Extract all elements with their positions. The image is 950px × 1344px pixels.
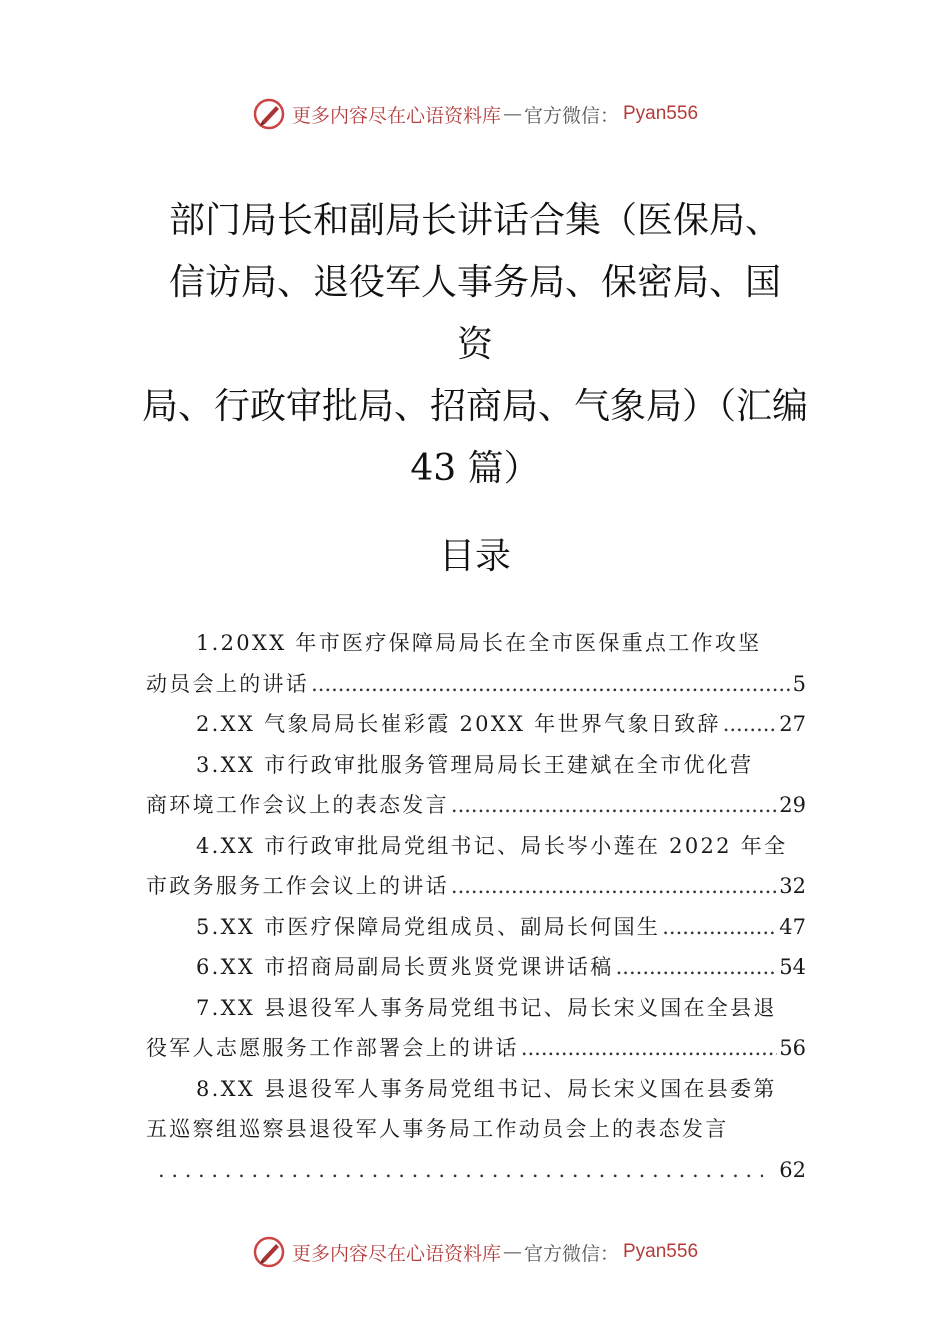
toc-entry-text: 役军人志愿服务工作部署会上的讲话 bbox=[146, 1036, 519, 1060]
toc-leader-dots bbox=[451, 785, 777, 826]
toc-entry-3[interactable] bbox=[146, 745, 806, 786]
title-line: 局、行政审批局、招商局、气象局）（汇编 bbox=[141, 386, 808, 427]
title-line: 43 篇） bbox=[410, 448, 540, 489]
toc-page-number: 5 bbox=[792, 671, 806, 696]
watermark-header bbox=[0, 94, 950, 134]
toc-entry-text: 市政务服务工作会议上的讲话 bbox=[146, 874, 449, 898]
toc-page-number: 56 bbox=[779, 1036, 806, 1060]
toc-entry-8-cont[interactable] bbox=[146, 1109, 806, 1150]
toc-leader-dots bbox=[311, 664, 791, 705]
toc-leader-dots bbox=[662, 907, 777, 948]
toc-entry-6[interactable] bbox=[146, 947, 806, 988]
table-of-contents bbox=[146, 623, 806, 1190]
toc-entry-7-cont[interactable] bbox=[146, 1028, 806, 1069]
toc-page-number: 54 bbox=[779, 955, 806, 979]
title-line: 资 bbox=[456, 324, 493, 365]
toc-entry-text: 8.XX 县退役军人事务局党组书记、局长宋义国在县委第 bbox=[196, 1076, 777, 1101]
toc-leader-dots bbox=[451, 866, 777, 907]
toc-entry-text: 3.XX 市行政审批服务管理局局长王建斌在全市优化营 bbox=[196, 752, 754, 777]
toc-entry-4-cont[interactable] bbox=[146, 866, 806, 907]
toc-entry-text: 2.XX 气象局局长崔彩霞 20XX 年世界气象日致辞 bbox=[196, 712, 721, 736]
toc-entry-text: 动员会上的讲话 bbox=[146, 671, 310, 696]
watermark-text: 更多内容尽在心语资料库 bbox=[291, 1242, 501, 1265]
toc-entry-3-cont[interactable] bbox=[146, 785, 806, 826]
toc-entry-8[interactable] bbox=[146, 1069, 806, 1110]
toc-entry-7[interactable] bbox=[146, 988, 806, 1029]
document-title bbox=[120, 190, 830, 500]
toc-entry-2[interactable] bbox=[146, 704, 806, 745]
toc-entry-text: 五巡察组巡察县退役军人事务局工作动员会上的表态发言 bbox=[146, 1117, 729, 1141]
toc-page-number: 47 bbox=[779, 914, 806, 939]
watermark-label: 官方微信： bbox=[523, 1242, 619, 1265]
watermark-id: Pyan556 bbox=[623, 103, 699, 124]
watermark-text: 更多内容尽在心语资料库 bbox=[291, 104, 501, 127]
toc-entry-text: 商环境工作会议上的表态发言 bbox=[146, 793, 449, 817]
toc-entry-5[interactable] bbox=[146, 907, 806, 948]
watermark-id: Pyan556 bbox=[623, 1241, 699, 1262]
toc-leader-dots bbox=[616, 947, 778, 988]
watermark-footer bbox=[0, 1232, 950, 1272]
toc-leader-dots bbox=[723, 704, 778, 745]
toc-heading: 目录 bbox=[438, 536, 511, 577]
toc-entry-text: 6.XX 市招商局副局长贾兆贤党课讲话稿 bbox=[196, 955, 614, 979]
toc-leader-dots bbox=[521, 1028, 777, 1069]
toc-entry-1-cont[interactable] bbox=[146, 664, 806, 705]
toc-page-number: 27 bbox=[779, 712, 806, 736]
toc-leader-dots bbox=[158, 1150, 763, 1191]
toc-page-number: 29 bbox=[779, 793, 806, 817]
title-line: 信访局、退役军人事务局、保密局、国 bbox=[168, 262, 781, 303]
watermark-label: 官方微信： bbox=[523, 104, 619, 127]
toc-entry-text: 7.XX 县退役军人事务局党组书记、局长宋义国在全县退 bbox=[196, 995, 777, 1020]
toc-page-number: 32 bbox=[779, 874, 806, 898]
toc-entry-4[interactable] bbox=[146, 826, 806, 867]
toc-entry-8-leader[interactable] bbox=[146, 1150, 806, 1191]
toc-entry-1[interactable] bbox=[146, 623, 806, 664]
toc-entry-text: 5.XX 市医疗保障局党组成员、副局长何国生 bbox=[196, 914, 661, 939]
title-line: 部门局长和副局长讲话合集（医保局、 bbox=[168, 200, 781, 241]
toc-page-number: 62 bbox=[779, 1157, 806, 1182]
watermark-separator: — bbox=[502, 103, 522, 125]
pen-logo-icon bbox=[252, 1235, 286, 1269]
toc-entry-text: 4.XX 市行政审批局党组书记、局长岑小莲在 2022 年全 bbox=[196, 833, 788, 858]
watermark-separator: — bbox=[502, 1241, 522, 1263]
pen-logo-icon bbox=[252, 97, 286, 131]
toc-entry-text: 1.20XX 年市医疗保障局局长在全市医保重点工作攻坚 bbox=[196, 631, 762, 655]
